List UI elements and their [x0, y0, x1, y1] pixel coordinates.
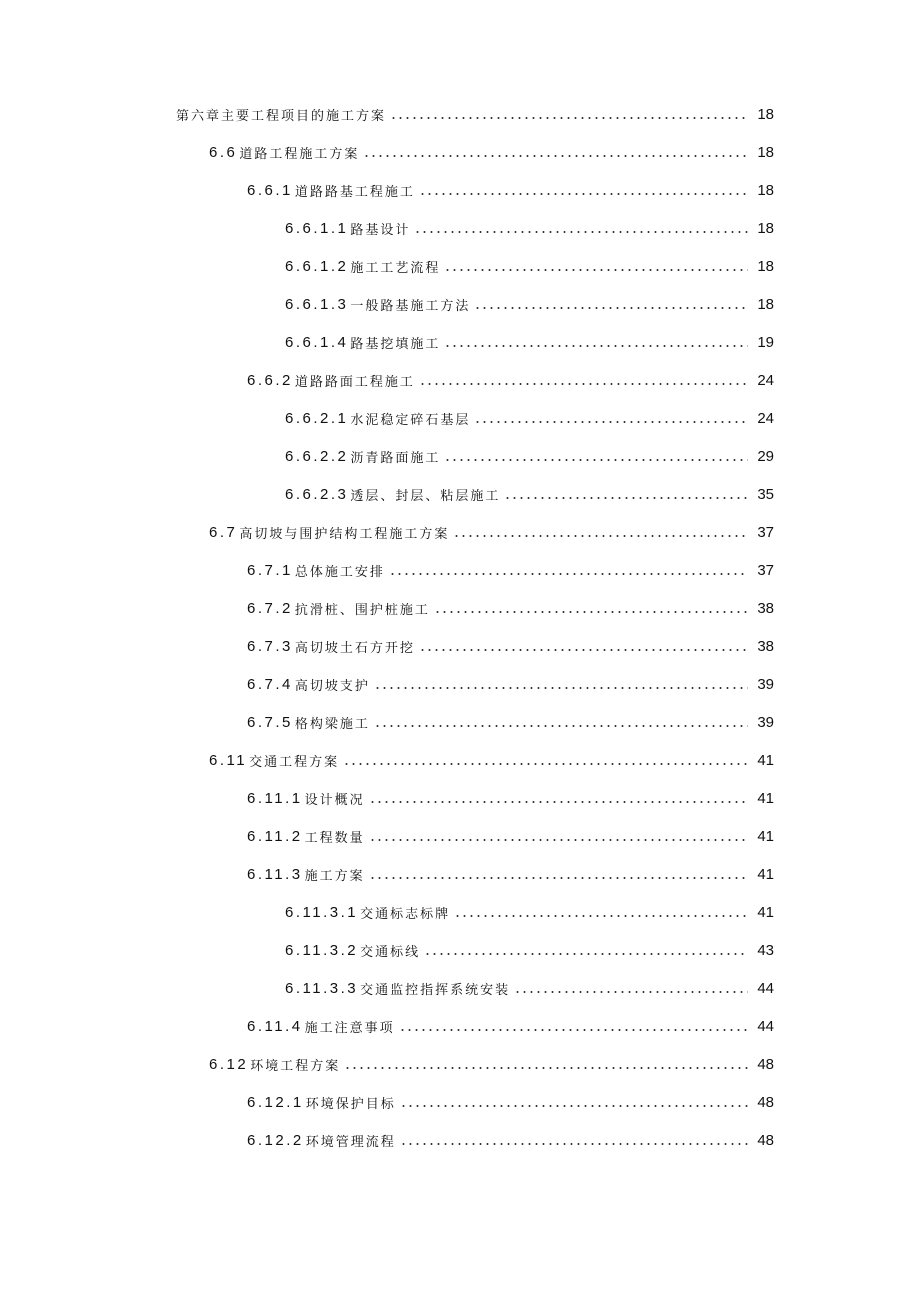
toc-entry-number: 6.11.2 [247, 827, 303, 845]
dot-leader [400, 1105, 748, 1107]
toc-entry-page-number: 37 [757, 561, 774, 579]
toc-entry-title: 道路路面工程施工 [294, 374, 415, 390]
toc-entry-number: 6.7.2 [247, 599, 293, 617]
dot-leader [414, 231, 748, 233]
toc-entry-page-number: 41 [757, 751, 774, 769]
toc-entry-title: 环境保护目标 [305, 1096, 396, 1112]
toc-entry-page-number: 39 [757, 675, 774, 693]
dot-leader [474, 421, 748, 423]
toc-entry-page-number: 35 [757, 485, 774, 503]
toc-entry[interactable] [0, 589, 920, 627]
toc-entry-page-number: 43 [757, 941, 774, 959]
dot-leader [374, 725, 748, 727]
toc-entry[interactable] [0, 779, 920, 817]
toc-entry-number: 6.12.1 [247, 1093, 304, 1111]
toc-entry-title: 格构梁施工 [294, 716, 370, 732]
dot-leader [514, 991, 748, 993]
toc-entry[interactable] [0, 513, 920, 551]
toc-entry-title: 总体施工安排 [294, 564, 385, 580]
toc-entry-page-number: 48 [757, 1093, 774, 1111]
toc-entry-number: 6.11 [209, 751, 248, 769]
toc-entry[interactable] [0, 969, 920, 1007]
toc-entry-number: 6.12 [209, 1055, 249, 1073]
toc-entry[interactable] [0, 437, 920, 475]
toc-entry-page-number: 18 [757, 143, 774, 161]
toc-entry-number: 6.6.1.2 [285, 257, 349, 275]
dot-leader [344, 1067, 748, 1069]
toc-entry[interactable] [0, 285, 920, 323]
toc-entry-page-number: 19 [757, 333, 774, 351]
toc-entry-title: 工程数量 [304, 830, 365, 846]
toc-entry-title: 道路工程施工方案 [239, 146, 360, 162]
toc-entry-number: 6.6.1.1 [285, 219, 349, 237]
toc-entry[interactable] [0, 1045, 920, 1083]
dot-leader [474, 307, 748, 309]
dot-leader [400, 1143, 748, 1145]
toc-entry-number: 6.11.4 [247, 1017, 303, 1035]
toc-entry-title: 透层、封层、粘层施工 [350, 488, 501, 504]
toc-entry[interactable] [0, 361, 920, 399]
dot-leader [389, 573, 748, 575]
toc-entry[interactable] [0, 475, 920, 513]
toc-entry-title: 高切坡土石方开挖 [294, 640, 415, 656]
toc-entry-number: 6.11.3 [247, 865, 303, 883]
toc-entry-title: 设计概况 [304, 792, 365, 808]
toc-entry[interactable] [0, 209, 920, 247]
dot-leader [504, 497, 748, 499]
toc-entry-number: 6.6.1 [247, 181, 293, 199]
toc-entry-title: 高切坡与围护结构工程施工方案 [239, 526, 450, 542]
toc-entry-page-number: 41 [757, 789, 774, 807]
toc-entry-number: 6.12.2 [247, 1131, 304, 1149]
toc-entry-title: 交通监控指挥系统安装 [360, 982, 511, 998]
dot-leader [369, 877, 748, 879]
toc-entry[interactable] [0, 665, 920, 703]
toc-entry[interactable] [0, 133, 920, 171]
toc-entry-title: 高切坡支护 [294, 678, 370, 694]
toc-entry-number: 6.6.1.3 [285, 295, 349, 313]
toc-entry-page-number: 44 [757, 1017, 774, 1035]
dot-leader [374, 687, 748, 689]
toc-entry[interactable] [0, 703, 920, 741]
toc-entry-number: 6.11.1 [247, 789, 303, 807]
toc-entry-title: 路基挖填施工 [350, 336, 441, 352]
toc-entry-page-number: 39 [757, 713, 774, 731]
toc-entry-page-number: 24 [757, 371, 774, 389]
toc-entry-title: 施工方案 [304, 868, 365, 884]
toc-entry[interactable] [0, 893, 920, 931]
toc-entry-page-number: 18 [757, 295, 774, 313]
toc-entry[interactable] [0, 627, 920, 665]
toc-entry[interactable] [0, 399, 920, 437]
toc-entry-title: 道路路基工程施工 [294, 184, 415, 200]
toc-entry[interactable] [0, 1007, 920, 1045]
toc-entry[interactable] [0, 1083, 920, 1121]
toc-entry-number: 6.6.2.2 [285, 447, 349, 465]
dot-leader [453, 535, 748, 537]
toc-entry-title: 一般路基施工方法 [350, 298, 471, 314]
toc-entry-title: 交通标线 [360, 944, 421, 960]
dot-leader [369, 801, 748, 803]
toc-entry[interactable] [0, 741, 920, 779]
toc-entry[interactable] [0, 817, 920, 855]
toc-entry-title: 交通工程方案 [249, 754, 340, 770]
toc-entry-page-number: 38 [757, 637, 774, 655]
dot-leader [369, 839, 748, 841]
toc-entry-number: 6.7.3 [247, 637, 293, 655]
dot-leader [390, 117, 748, 119]
toc-entry[interactable] [0, 855, 920, 893]
dot-leader [419, 649, 748, 651]
toc-entry-title: 环境工程方案 [250, 1058, 341, 1074]
toc-entry[interactable] [0, 247, 920, 285]
toc-entry-page-number: 41 [757, 903, 774, 921]
dot-leader [444, 269, 748, 271]
dot-leader [363, 155, 748, 157]
toc-entry-title: 路基设计 [350, 222, 411, 238]
toc-entry-page-number: 18 [757, 105, 774, 123]
toc-entry[interactable] [0, 1121, 920, 1159]
toc-entry-number: 6.11.3.2 [285, 941, 359, 959]
toc-entry-title: 水泥稳定碎石基层 [350, 412, 471, 428]
toc-entry-title: 沥青路面施工 [350, 450, 441, 466]
table-of-contents [0, 95, 920, 1159]
toc-entry-page-number: 18 [757, 257, 774, 275]
toc-entry-title: 交通标志标牌 [360, 906, 451, 922]
toc-entry-page-number: 48 [757, 1055, 774, 1073]
dot-leader [444, 345, 748, 347]
toc-entry-number: 6.6 [209, 143, 238, 161]
toc-entry-page-number: 18 [757, 219, 774, 237]
toc-entry-number: 6.7.5 [247, 713, 293, 731]
toc-entry-page-number: 48 [757, 1131, 774, 1149]
dot-leader [419, 193, 748, 195]
toc-entry[interactable] [0, 551, 920, 589]
toc-entry[interactable] [0, 95, 920, 133]
toc-entry-page-number: 24 [757, 409, 774, 427]
toc-entry[interactable] [0, 323, 920, 361]
toc-entry-page-number: 44 [757, 979, 774, 997]
toc-entry-number: 6.6.1.4 [285, 333, 349, 351]
toc-entry-page-number: 38 [757, 599, 774, 617]
toc-entry-title: 第六章主要工程项目的施工方案 [176, 108, 387, 124]
toc-entry[interactable] [0, 171, 920, 209]
toc-entry-number: 6.11.3.3 [285, 979, 359, 997]
toc-entry-title: 抗滑桩、围护桩施工 [294, 602, 430, 618]
dot-leader [444, 459, 748, 461]
toc-entry-page-number: 18 [757, 181, 774, 199]
toc-entry-number: 6.7 [209, 523, 238, 541]
toc-entry-number: 6.11.3.1 [285, 903, 359, 921]
toc-entry-number: 6.6.2 [247, 371, 293, 389]
toc-entry-page-number: 41 [757, 827, 774, 845]
toc-entry-number: 6.6.2.1 [285, 409, 349, 427]
toc-entry[interactable] [0, 931, 920, 969]
toc-entry-number: 6.6.2.3 [285, 485, 349, 503]
toc-entry-title: 环境管理流程 [305, 1134, 396, 1150]
toc-entry-title: 施工工艺流程 [350, 260, 441, 276]
dot-leader [419, 383, 748, 385]
dot-leader [424, 953, 748, 955]
toc-entry-page-number: 29 [757, 447, 774, 465]
dot-leader [454, 915, 748, 917]
toc-entry-number: 6.7.4 [247, 675, 293, 693]
dot-leader [434, 611, 748, 613]
dot-leader [399, 1029, 748, 1031]
toc-entry-page-number: 37 [757, 523, 774, 541]
dot-leader [343, 763, 748, 765]
toc-entry-title: 施工注意事项 [304, 1020, 395, 1036]
toc-entry-number: 6.7.1 [247, 561, 293, 579]
toc-entry-page-number: 41 [757, 865, 774, 883]
